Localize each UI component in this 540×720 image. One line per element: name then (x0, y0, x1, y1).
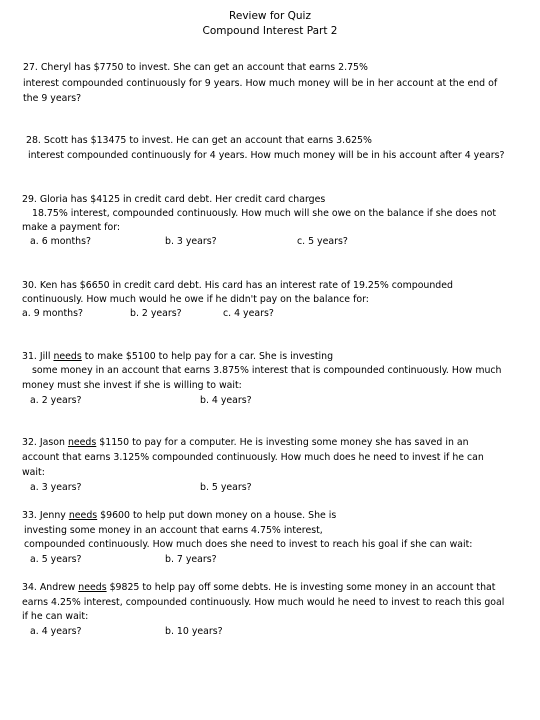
q32-line-1-end: $1150 to pay for a computer. He is investing some money she has saved in an (96, 437, 469, 448)
q32-needs-underlined: needs (67, 437, 97, 448)
q33-line-1 (22, 509, 336, 523)
q34-line-2: earns 4.25% interest, compounded continuously. How much would he need to invest to reach this goal (22, 597, 505, 608)
q29-option-a: a. 6 months? (30, 236, 91, 247)
q34-line-1-end: $9825 to help pay off some debts. He is investing some money in an account that (106, 582, 496, 593)
q34-option-b: b. 10 years? (165, 626, 223, 637)
q30-line-1: 30. Ken has $6650 in credit card debt. His card has an interest rate of 19.25% compounded (22, 280, 453, 291)
q32-line-1-start: 32. Jason (22, 437, 68, 448)
q33-line-1-start: 33. Jenny (22, 510, 69, 521)
q32-option-a: a. 3 years? (30, 482, 82, 493)
q32-line-1 (22, 436, 469, 450)
q33-option-a: a. 5 years? (30, 554, 82, 565)
q34-needs-underlined: needs (78, 582, 107, 593)
page-subtitle: Compound Interest Part 2 (202, 25, 338, 37)
q27-line-3: the 9 years? (23, 93, 82, 104)
q32-option-b: b. 5 years? (200, 482, 252, 493)
q33-line-1-end: $9600 to help put down money on a house. She is (97, 510, 337, 521)
q31-needs-underlined: needs (53, 351, 82, 362)
q27-line-2: interest compounded continuously for 9 years. How much money will be in her account at the end of (23, 78, 498, 89)
q28-line-1: 28. Scott has $13475 to invest. He can get an account that earns 3.625% (26, 135, 372, 146)
q32-line-3: wait: (22, 467, 45, 478)
q33-option-b: b. 7 years? (165, 554, 217, 565)
q30-option-b: b. 2 years? (130, 308, 182, 319)
q30-line-2: continuously. How much would he owe if he didn't pay on the balance for: (22, 294, 369, 305)
q32-line-2: account that earns 3.125% compounded continuously. How much does he need to invest if he can (22, 452, 484, 463)
q31-line-1-end: to make $5100 to help pay for a car. She is investing (81, 351, 334, 362)
q34-option-a: a. 4 years? (30, 626, 82, 637)
q34-line-1-start: 34. Andrew (22, 582, 79, 593)
q34-line-1 (22, 581, 495, 595)
q31-line-3: money must she invest if she is willing to wait: (22, 380, 242, 391)
q27-line-1: 27. Cheryl has $7750 to invest. She can get an account that earns 2.75% (23, 62, 368, 73)
q28-line-2: interest compounded continuously for 4 years. How much money will be in his account after 4 years? (28, 150, 505, 161)
q31-option-b: b. 4 years? (200, 395, 252, 406)
q31-option-a: a. 2 years? (30, 395, 82, 406)
q33-line-3: compounded continuously. How much does she need to invest to reach his goal if she can wait: (24, 539, 473, 550)
q31-line-1 (22, 350, 333, 364)
q29-option-c: c. 5 years? (297, 236, 348, 247)
q29-line-2: 18.75% interest, compounded continuously. How much will she owe on the balance if she does not (32, 208, 497, 219)
q33-needs-underlined: needs (68, 510, 98, 521)
q30-option-a: a. 9 months? (22, 308, 83, 319)
q29-option-b: b. 3 years? (165, 236, 217, 247)
q30-option-c: c. 4 years? (223, 308, 274, 319)
q33-line-2: investing some money in an account that earns 4.75% interest, (24, 525, 323, 536)
q31-line-1-start: 31. Jill (22, 351, 54, 362)
q29-line-3: make a payment for: (22, 222, 121, 233)
page-title: Review for Quiz (229, 10, 311, 22)
q34-line-3: if he can wait: (22, 611, 89, 622)
q29-line-1: 29. Gloria has $4125 in credit card debt. Her credit card charges (22, 194, 326, 205)
q31-line-2: some money in an account that earns 3.875% interest that is compounded continuously. How much (32, 365, 502, 376)
